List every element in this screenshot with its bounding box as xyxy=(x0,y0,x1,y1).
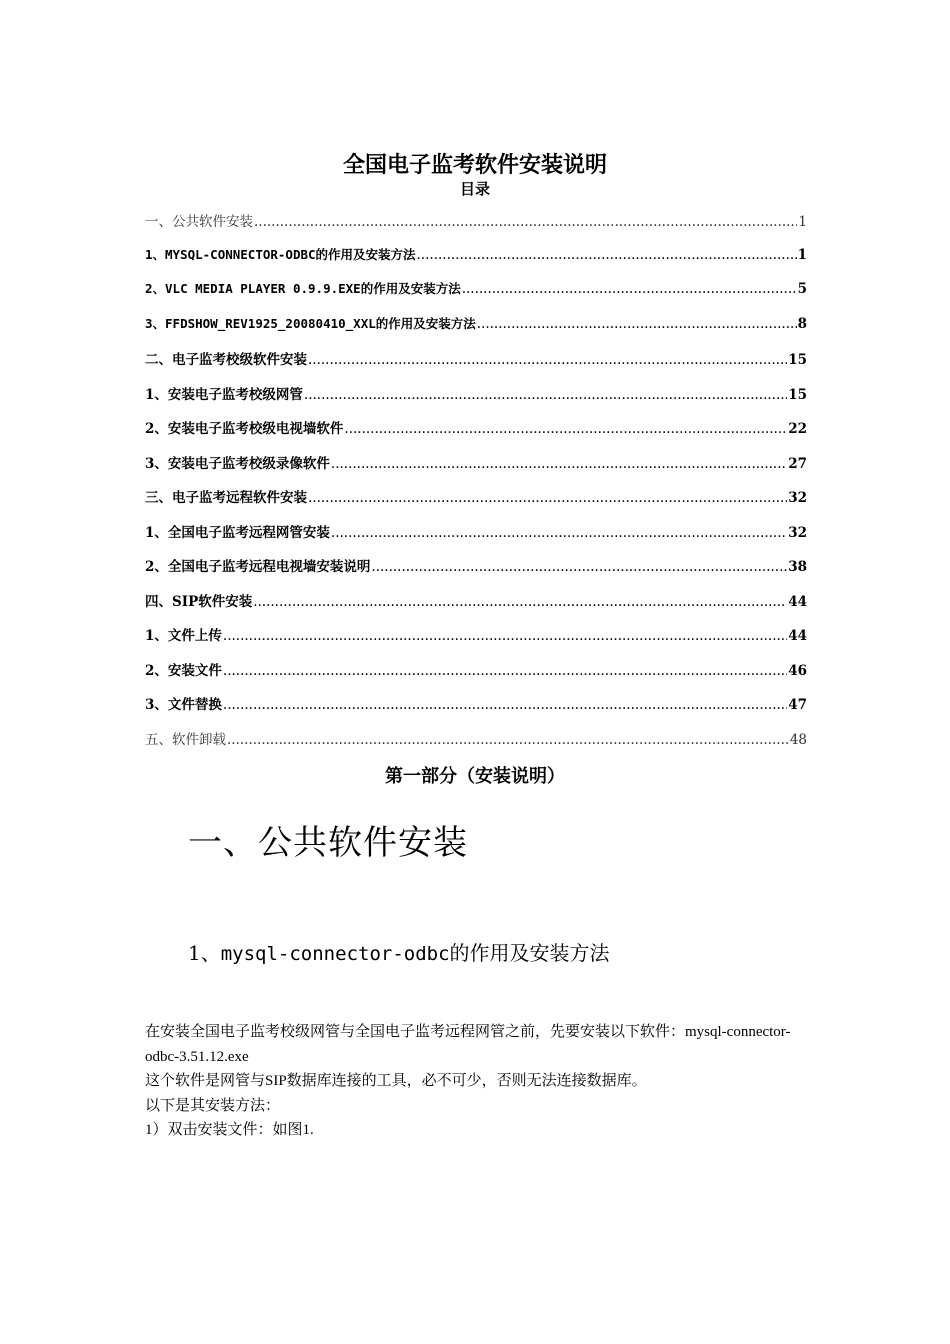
toc-page-number: 32 xyxy=(788,524,807,541)
toc-page-number: 15 xyxy=(788,386,807,403)
toc-leader-dots xyxy=(223,628,787,644)
toc-entry-title: 2、安装文件 xyxy=(145,662,222,679)
toc-leader-dots xyxy=(344,421,787,437)
toc-leader-dots xyxy=(223,663,787,679)
toc-entry[interactable] xyxy=(145,245,807,280)
subsection-prefix: 1、 xyxy=(188,941,221,965)
toc-leader-dots xyxy=(223,697,787,713)
toc-page-number: 46 xyxy=(788,662,807,679)
toc-leader-dots xyxy=(417,247,797,263)
toc-entry-title: 一、公共软件安装 xyxy=(145,214,253,230)
toc-page-number: 8 xyxy=(797,315,807,332)
toc-page-number: 48 xyxy=(789,731,807,748)
toc-entry-title: 3、安装电子监考校级录像软件 xyxy=(145,455,330,472)
toc-page-number: 1 xyxy=(798,214,807,230)
toc-leader-dots xyxy=(253,594,787,610)
toc-entry-title: 2、VLC MEDIA PLAYER 0.9.9.EXE的作用及安装方法 xyxy=(145,281,461,296)
toc-leader-dots xyxy=(331,525,787,541)
toc-entry[interactable] xyxy=(145,383,807,418)
toc-entry-title: 五、软件卸载 xyxy=(145,731,226,748)
toc-page-number: 15 xyxy=(788,352,807,368)
section-heading: 一、公共软件安装 xyxy=(188,823,468,863)
body-paragraph: 以下是其安装方法： xyxy=(145,1097,281,1114)
toc-entry-title: 1、全国电子监考远程网管安装 xyxy=(145,524,330,541)
toc-entry-title: 3、文件替换 xyxy=(145,697,222,713)
toc-entry[interactable] xyxy=(145,314,807,349)
toc-entry-title: 三、电子监考远程软件安装 xyxy=(145,490,307,506)
document-title: 全国电子监考软件安装说明 xyxy=(342,152,607,178)
toc-leader-dots xyxy=(254,214,797,230)
toc-leader-dots xyxy=(462,281,797,297)
toc-page-number: 1 xyxy=(797,246,807,263)
toc-entry[interactable] xyxy=(145,590,807,625)
toc-entry-title: 2、全国电子监考远程电视墙安装说明 xyxy=(145,559,371,575)
toc-leader-dots xyxy=(227,732,789,748)
toc-entry[interactable] xyxy=(145,486,807,521)
toc-entry-title: 1、文件上传 xyxy=(145,628,222,644)
toc-leader-dots xyxy=(477,316,797,332)
table-of-contents xyxy=(145,210,807,762)
toc-page-number: 22 xyxy=(788,421,807,437)
toc-entry-title: 二、电子监考校级软件安装 xyxy=(145,352,307,368)
toc-page-number: 5 xyxy=(797,281,807,297)
toc-entry[interactable] xyxy=(145,210,807,245)
subsection-heading xyxy=(188,937,610,966)
toc-entry[interactable] xyxy=(145,521,807,556)
toc-entry[interactable] xyxy=(145,452,807,487)
toc-entry[interactable] xyxy=(145,659,807,694)
toc-entry[interactable] xyxy=(145,693,807,728)
toc-entry-title: 四、SIP软件安装 xyxy=(145,593,253,610)
toc-page-number: 47 xyxy=(788,697,807,713)
part-heading: 第一部分（安装说明） xyxy=(385,766,565,787)
toc-page-number: 38 xyxy=(788,559,807,575)
toc-leader-dots xyxy=(308,490,787,506)
toc-leader-dots xyxy=(371,559,787,575)
body-paragraph: 在安装全国电子监考校级网管与全国电子监考远程网管之前，先要安装以下软件：mysql-connector-odbc-3.51.12.exe xyxy=(145,1024,791,1065)
toc-page-number: 27 xyxy=(788,455,807,472)
subsection-suffix: 的作用及安装方法 xyxy=(449,941,610,965)
toc-leader-dots xyxy=(304,387,787,403)
toc-entry-title: 3、FFDSHOW_REV1925_20080410_XXL的作用及安装方法 xyxy=(145,315,476,331)
toc-entry-title: 2、安装电子监考校级电视墙软件 xyxy=(145,421,344,437)
toc-entry[interactable] xyxy=(145,348,807,383)
toc-leader-dots xyxy=(331,456,787,472)
body-paragraph: 1）双击安装文件：如图1. xyxy=(145,1122,314,1138)
toc-entry-title: 1、安装电子监考校级网管 xyxy=(145,386,303,403)
toc-entry[interactable] xyxy=(145,728,807,763)
toc-page-number: 44 xyxy=(788,593,807,610)
body-paragraph: 这个软件是网管与SIP数据库连接的工具，必不可少，否则无法连接数据库。 xyxy=(145,1073,647,1089)
toc-heading: 目录 xyxy=(459,180,490,198)
body-text xyxy=(145,1020,807,1143)
toc-page-number: 32 xyxy=(788,490,807,506)
toc-entry-title: 1、MYSQL-CONNECTOR-ODBC的作用及安装方法 xyxy=(145,246,416,262)
toc-leader-dots xyxy=(308,352,787,368)
toc-entry[interactable] xyxy=(145,624,807,659)
toc-entry[interactable] xyxy=(145,555,807,590)
subsection-software-name: mysql-connector-odbc xyxy=(220,943,450,965)
toc-entry[interactable] xyxy=(145,417,807,452)
toc-entry[interactable] xyxy=(145,279,807,314)
toc-page-number: 44 xyxy=(788,628,807,644)
